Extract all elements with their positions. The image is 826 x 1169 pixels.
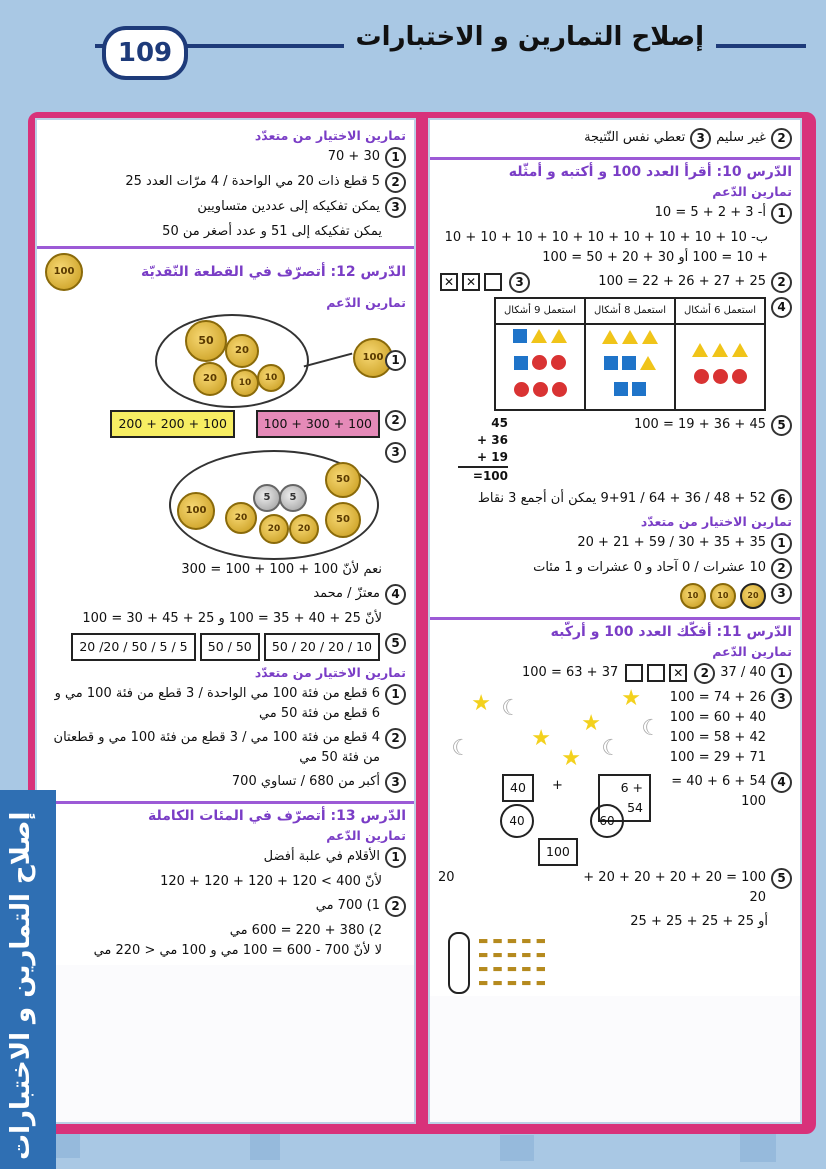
moon-icon: ☾ [451,736,471,761]
coin-20: 20 [193,362,227,396]
circle-icon [694,369,709,384]
mcq-item [438,583,792,609]
circle-icon [552,382,567,397]
item-text: 2) 380 + 220 = 600 مي [229,923,382,938]
lesson-title: الدّرس 11: أفكّك العدد 100 و أركّبه [550,624,792,640]
lesson-10-section [430,157,800,617]
triangle-icon [732,343,748,357]
l12-item-5 [45,633,406,661]
item-text: لأنّ 25 + 40 + 35 = 100 و 25 + 45 + 30 = 100 [82,611,382,626]
square-icon [513,329,527,343]
result-box: 100 [538,838,578,866]
square-icon [622,356,636,370]
right-column [428,118,802,1124]
triangle-icon [712,343,728,357]
item-number: 5 [771,415,792,436]
top-answers [430,120,800,157]
item-text: 5 قطع ذات 20 مي الواحدة / 4 مرّات العدد 25 [125,174,380,189]
coin-20: 20 [259,514,289,544]
star-icon: ★ [581,711,601,736]
triangle-icon [622,330,638,344]
item-number: 2 [385,172,406,193]
circle-icon [532,355,547,370]
coin-20: 20 [289,514,319,544]
checkbox-checked: ✕ [440,273,458,291]
checkbox-empty [625,664,643,682]
lesson-11-section [430,617,800,996]
item-number: 3 [385,442,406,463]
triangle-icon [642,330,658,344]
sum: =100 [458,466,508,485]
coin-10: 10 [231,369,259,397]
coin-20: 20 [740,583,766,609]
triangle-icon [640,356,656,370]
l10-item-2-3 [438,272,792,293]
l10-item-5 [438,415,792,485]
item-text: 100 = 20 + 20 + 20 + 20 + 20 [583,870,766,905]
item-number: 1 [385,684,406,705]
item-number: 2 [771,272,792,293]
item-text: 25 + 27 + 26 + 22 = 100 [598,274,766,289]
support-title: تمارين الدّعم [326,295,406,310]
item-number: 3 [690,128,711,149]
lesson-title: الدّرس 12: أتصرّف في القطعة النّقديّة [141,264,406,280]
shapes-cell [495,324,585,410]
coin-icon: 100 [45,253,83,291]
answer-boxes [45,410,380,438]
star-icon: ★ [531,726,551,751]
l12-item-4 [45,584,406,605]
item-number: 3 [771,583,792,604]
l12-item-2 [45,410,406,438]
l11-item-3 [438,686,792,771]
l10-item-1 [438,203,792,224]
circle-icon [551,355,566,370]
coin-100: 100 [353,338,393,378]
item-text: 35 + 35 + 30 / 59 + 21 + 20 [577,535,766,550]
item-text: ب- 10 + 10 + 10 + 10 + 10 + 10 + 10 + 10 + 10 [444,230,768,245]
triangle-icon [692,343,708,357]
star-icon: ★ [561,746,581,771]
item-text: 4 قطع من فئة 100 مي / 3 قطع من فئة 100 مي و قطعتان من فئة 50 مي [53,730,380,765]
item-text: 1) 700 مي [315,898,380,913]
moon-icon: ☾ [601,736,621,761]
answer-box: 50 / 50 [200,633,260,661]
circle-icon [533,382,548,397]
plus-sign: + [477,433,488,447]
lesson-header [45,253,406,291]
square-icon [604,356,618,370]
item-number: 1 [771,203,792,224]
item-text: 45 + 36 + 19 = 100 [634,417,766,432]
item-number: 1 [385,147,406,168]
table-header: استعمل 8 أشكال [585,298,675,324]
table-header: استعمل 6 أشكال [675,298,765,324]
mcq-item [45,684,406,724]
item-number: 6 [771,489,792,510]
mcq-title: تمارين الاختيار من متعدّد [254,665,406,680]
checkbox-checked: ✕ [669,664,687,682]
page-title: إصلاح التمارين و الاختبارات [344,22,716,52]
item-text: يمكن تفكيكه إلى 51 و عدد أصغر من 50 [162,224,382,239]
shapes-table [494,297,766,411]
number-circle: 40 [500,804,534,838]
page-number: 109 [102,26,188,80]
item-text: 54 + 6 + 40 = 100 [671,774,766,809]
moon-icon: ☾ [501,696,521,721]
left-column [35,118,416,1124]
mcq-item [438,533,792,554]
side-banner [0,790,56,1169]
l11-item-4 [438,772,792,864]
item-text: يمكن تفكيكه إلى عددين متساويين [197,199,380,214]
item-number: 1 [385,847,406,868]
item-number: 5 [771,868,792,889]
star-icon: ★ [621,686,641,711]
item-text: 10 عشرات / 0 آحاد و 0 عشرات و 1 مئات [533,560,766,575]
lesson-12-section [37,246,414,801]
item-number: 4 [771,772,792,793]
page-header [0,0,826,100]
item-number: 5 [385,633,406,654]
coin-50: 50 [325,462,361,498]
l13-item-1 [45,847,406,868]
square-icon [514,356,528,370]
coin-10: 10 [710,583,736,609]
checkbox-empty [647,664,665,682]
side-title: إصلاح التمارين و الاختبارات [6,811,36,1160]
support-title: تمارين الدّعم [712,644,792,659]
coin-5: 5 [279,484,307,512]
addend: 45 [491,416,508,430]
checkbox-empty [484,273,502,291]
circle-icon [713,369,728,384]
item-text: لأنّ 400 > 120 + 120 + 120 + 120 [160,874,382,889]
item-number: 2 [385,896,406,917]
shapes-cell [585,324,675,410]
mcq-item [45,772,406,793]
coin-5: 5 [253,484,281,512]
equation: 40 + 60 = 100 [669,710,766,725]
item-text: أكبر من 680 / تساوي 700 [231,774,380,789]
triangle-icon [551,329,567,343]
connector-line [304,353,353,368]
number-box: 40 [502,774,534,802]
item-number: 3 [385,197,406,218]
addend: 36 [491,433,508,447]
checkboxes [623,663,689,683]
mcq-item [45,172,406,193]
checkbox-checked: ✕ [462,273,480,291]
answer-box: 50 / 20 / 20 / 10 [264,633,380,661]
answer-box-yellow: 200 + 200 + 100 [110,410,234,438]
triangle-icon [602,330,618,344]
coins-row [680,583,766,609]
number-circle: 60 [590,804,624,838]
circle-icon [514,382,529,397]
item-text: 40 / 37 [720,665,766,680]
answer-boxes [45,633,380,661]
mcq-section [37,120,414,246]
mcq-item [45,147,406,168]
coin-20: 20 [225,334,259,368]
lesson-title: الدّرس 10: أقرأ العدد 100 و أكتبه و أمثّله [508,164,792,180]
item-text: 52 + 48 / 36 + 64 / 9+91 يمكن أن أجمع 3 نقاط [477,491,766,506]
item-text: 30 + 70 [327,149,380,164]
coin-10: 10 [680,583,706,609]
answer-box: 20 /20 / 50 / 5 / 5 [71,633,195,661]
item-number: 4 [385,584,406,605]
answer-box-pink: 100 + 300 + 100 [256,410,380,438]
lesson-13-section [37,801,414,965]
item-text: تعطي نفس النّتيجة [584,130,686,145]
number-box: 6 + 54 [598,774,651,822]
support-title: تمارين الدّعم [326,828,406,843]
item-text: 37 + 63 = 100 [521,665,619,680]
item-text: معتزّ / محمد [313,586,380,601]
item-number: 2 [385,728,406,749]
item-number: 3 [385,772,406,793]
l11-item-5 [438,868,792,908]
desks-illustration [438,932,792,992]
lesson-title: الدّرس 13: أتصرّف في المئات الكاملة [148,808,406,824]
item-number: 1 [385,350,406,371]
coins-illustration-1 [45,314,406,406]
mcq-item [45,197,406,218]
mcq-item [45,728,406,768]
item-text: + 10 = 100 أو 30 + 20 + 50 = 100 [542,250,768,265]
equation: 42 + 58 = 100 [669,730,766,745]
item-text: الأقلام في علبة أفضل [263,849,380,864]
circle-icon [732,369,747,384]
coin-50: 50 [325,502,361,538]
item-text: لا لأنّ 700 - 600 = 100 مي و 100 مي < 220 مي [93,943,382,958]
item-text: أو 25 + 25 + 25 + 25 [630,914,768,929]
support-title: تمارين الدّعم [712,184,792,199]
addend: 19 [491,450,508,464]
item-number: 3 [509,272,530,293]
item-number: 4 [771,297,792,318]
equations [666,688,766,768]
star-icon: ★ [471,691,491,716]
stars-moons-illustration [438,686,661,771]
group-outline [448,932,470,994]
table-header: استعمل 9 أشكال [495,298,585,324]
bg-tile [250,1130,280,1160]
decomposition-diagram [438,772,651,864]
bg-tile [500,1135,534,1161]
mcq-item [438,558,792,579]
l11-item-1-2 [438,663,792,684]
checkboxes [438,272,504,292]
item-number: 2 [694,663,715,684]
l10-item-4 [438,297,792,411]
count-label: 20 [438,870,455,885]
equation: 71 + 29 = 100 [669,750,766,765]
item-text: 6 قطع من فئة 100 مي الواحدة / 3 قطع من فئة 100 مي و 6 قطع من فئة 50 مي [54,686,380,721]
item-number: 3 [771,688,792,709]
item-number: 2 [771,128,792,149]
coins-illustration-2 [45,442,406,560]
item-text: أ- 3 + 2 + 5 = 10 [654,205,766,220]
shapes-cell [675,324,765,410]
l13-item-2 [45,896,406,917]
mcq-title: تمارين الاختيار من متعدّد [254,128,406,143]
desk-icons: ▬▬▬▬▬ ▬▬▬▬▬ ▬▬▬▬▬ ▬▬▬▬▬ [478,934,550,989]
l10-item-6 [438,489,792,510]
vertical-addition [438,415,508,485]
square-icon [614,382,628,396]
coin-10: 10 [257,364,285,392]
mcq-title: تمارين الاختيار من متعدّد [640,514,792,529]
item-number: 1 [771,663,792,684]
item-text: نعم لأنّ 100 + 100 + 100 = 300 [181,562,382,577]
coin-20: 20 [225,502,257,534]
coin-50: 50 [185,320,227,362]
item-text: غير سليم [716,130,766,145]
equation: 26 + 74 = 100 [669,690,766,705]
plus-sign: + [477,450,488,464]
plus-sign: + [552,778,563,793]
triangle-icon [531,329,547,343]
item-number: 1 [771,533,792,554]
moon-icon: ☾ [641,716,661,741]
square-icon [632,382,646,396]
top-item [438,128,792,149]
item-number: 2 [385,410,406,431]
item-number: 2 [771,558,792,579]
coin-100: 100 [177,492,215,530]
